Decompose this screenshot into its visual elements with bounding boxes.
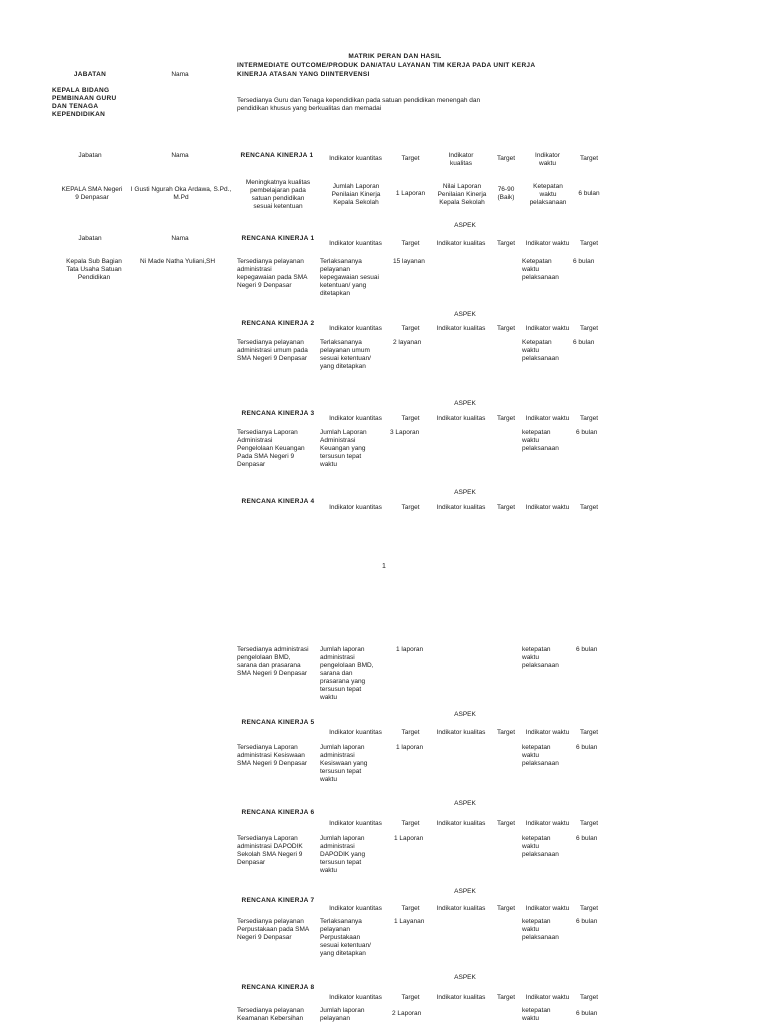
- rk6-ind: Jumlah laporan administrasi DAPODIK yang tersusun tepat waktu: [320, 835, 366, 874]
- rk5-ind-kuantitas-header: Indikator kuantitas: [329, 729, 382, 736]
- rk6-waktu: ketepatan waktu pelaksanaan: [522, 835, 559, 858]
- rk3-waktu: ketepatan waktu pelaksanaan: [522, 429, 559, 452]
- rk2-ind: Terlaksananya pelayanan umum sesuai ketentuan/ yang ditetapkan: [320, 339, 371, 370]
- rk1-target-header-2: Target: [496, 240, 516, 247]
- rk2-ind-kualitas-header: Indikator kualitas: [436, 325, 486, 332]
- kepsek-jabatan: KEPALA SMA Negeri 9 Denpasar: [61, 186, 123, 201]
- kepsek-target-header-3: Target: [579, 155, 599, 162]
- rk1-ind-kuantitas-header: Indikator kuantitas: [329, 240, 382, 247]
- staff-nama-header: Nama: [171, 235, 189, 242]
- staff-jabatan: Kepala Sub Bagian Tata Usaha Satuan Pendidikan: [66, 258, 122, 281]
- rk6-target: 1 Laporan: [394, 835, 424, 842]
- rk8-ind: Jumlah laporan pelayanan: [320, 1007, 365, 1022]
- rk3-target-header-3: Target: [579, 415, 599, 422]
- rk1-ind-waktu-header: Indikator waktu: [525, 240, 570, 247]
- rk6-label: RENCANA KINERJA 6: [241, 809, 315, 816]
- rk8-target-waktu: 6 bulan: [576, 1010, 598, 1017]
- aspek-label-8: ASPEK: [454, 974, 476, 981]
- rk2-ind-waktu-header: Indikator waktu: [525, 325, 570, 332]
- rk3-ind-waktu-header: Indikator waktu: [525, 415, 570, 422]
- rk3-ind: Jumlah Laporan Administrasi Keuangan yang tersusun tepat waktu: [320, 429, 367, 468]
- rk8-rencana: Tersedianya pelayanan Keamanan Kebersihan: [237, 1007, 304, 1022]
- document-subtitle: INTERMEDIATE OUTCOME/PRODUK DAN/ATAU LAYANAN TIM KERJA PADA UNIT KERJA: [237, 62, 536, 69]
- rk5-target-header-2: Target: [496, 729, 516, 736]
- rk1-rencana: Tersedianya pelayanan administrasi kepegawaian pada SMA Negeri 9 Denpasar: [237, 258, 308, 289]
- rk6-ind-waktu-header: Indikator waktu: [525, 820, 570, 827]
- rk8-target-header-3: Target: [579, 994, 599, 1001]
- rk8-target-header: Target: [401, 994, 420, 1001]
- rk4-label: RENCANA KINERJA 4: [241, 498, 315, 505]
- aspek-label-1: ASPEK: [454, 222, 476, 229]
- rk1-target-header-3: Target: [579, 240, 599, 247]
- rk4-target-header: Target: [401, 504, 420, 511]
- kepsek-target-header: Target: [401, 155, 420, 162]
- rk5-target-waktu: 6 bulan: [576, 744, 598, 751]
- rk5-rencana: Tersedianya Laporan administrasi Kesiswaan SMA Negeri 9 Denpasar: [237, 744, 308, 767]
- rk2-waktu: Ketepatan waktu pelaksanaan: [522, 339, 559, 362]
- rk4-target-header-3: Target: [579, 504, 599, 511]
- aspek-label-6: ASPEK: [454, 800, 476, 807]
- page-number: 1: [382, 563, 386, 570]
- kepsek-target-kuantitas: 1 Laporan: [395, 190, 426, 197]
- rk7-rencana: Tersedianya pelayanan Perpustakaan pada SMA Negeri 9 Denpasar: [237, 918, 310, 941]
- rk7-label: RENCANA KINERJA 7: [241, 897, 315, 904]
- document-subtitle-2: KINERJA ATASAN YANG DIINTERVENSI: [237, 71, 370, 78]
- rk4-rencana: Tersedianya administrasi pengelolaan BMD, sarana dan prasarana SMA Negeri 9 Denpasar: [237, 646, 309, 677]
- kepsek-rk-label: RENCANA KINERJA 1: [240, 152, 314, 159]
- staff-nama: Ni Made Natha Yuliani,SH: [140, 258, 216, 265]
- rk8-ind-kuantitas-header: Indikator kuantitas: [329, 994, 382, 1001]
- rk5-ind-kualitas-header: Indikator kualitas: [436, 729, 486, 736]
- staff-jabatan-header: Jabatan: [78, 235, 102, 242]
- rk7-target-header-2: Target: [496, 905, 516, 912]
- kepsek-rencana: Meningkatnya kualitas pembelajaran pada satuan pendidikan sesuai ketentuan: [245, 179, 311, 210]
- rk2-target-waktu: 6 bulan: [573, 339, 595, 346]
- rk4-target-header-2: Target: [496, 504, 516, 511]
- rk6-ind-kuantitas-header: Indikator kuantitas: [329, 820, 382, 827]
- rk7-ind-kualitas-header: Indikator kualitas: [436, 905, 486, 912]
- rk6-target-header-3: Target: [579, 820, 599, 827]
- rk7-ind-waktu-header: Indikator waktu: [525, 905, 570, 912]
- kepsek-target-header-2: Target: [496, 155, 516, 162]
- rk4-ind: Jumlah laporan administrasi pengelolaan BMD, sarana dan prasarana yang tersusun tepat waktu: [320, 646, 374, 701]
- rk3-target-waktu: 6 bulan: [576, 429, 598, 436]
- rk4-waktu: ketepatan waktu pelaksanaan: [522, 646, 559, 669]
- rk6-rencana: Tersedianya Laporan administrasi DAPODIK Sekolah SMA Negeri 9 Denpasar: [237, 835, 303, 866]
- rk2-target: 2 layanan: [393, 339, 422, 346]
- rk4-ind-waktu-header: Indikator waktu: [525, 504, 570, 511]
- rk2-label: RENCANA KINERJA 2: [241, 320, 315, 327]
- aspek-label-7: ASPEK: [454, 888, 476, 895]
- rk2-ind-kuantitas-header: Indikator kuantitas: [329, 325, 382, 332]
- rk2-target-header: Target: [401, 325, 420, 332]
- rk1-ind: Terlaksananya pelayanan kepegawaian sesuai ketentuan/ yang ditetapkan: [320, 258, 379, 297]
- rk1-ind-kualitas-header: Indikator kualitas: [436, 240, 486, 247]
- rk8-ind-kualitas-header: Indikator kualitas: [436, 994, 486, 1001]
- kepsek-nama: I Gusti Ngurah Oka Ardawa, S.Pd., M.Pd: [130, 186, 232, 201]
- document-title: MATRIK PERAN DAN HASIL: [348, 53, 442, 60]
- rk7-ind: Terlaksananya pelayanan Perpustakaan sesuai ketentuan/ yang ditetapkan: [320, 918, 371, 957]
- aspek-label-4: ASPEK: [454, 489, 476, 496]
- kepsek-ind-waktu: Ketepatan waktu pelaksanaan: [529, 183, 567, 206]
- kepsek-ind-kualitas: Nilai Laporan Penilaian Kinerja Kepala Sekolah: [437, 183, 487, 206]
- rk7-target-waktu: 6 bulan: [576, 918, 598, 925]
- rk1-label: RENCANA KINERJA 1: [241, 235, 315, 242]
- rk3-ind-kualitas-header: Indikator kualitas: [436, 415, 486, 422]
- rk2-target-header-3: Target: [579, 325, 599, 332]
- kepsek-ind-waktu-header: Indikator waktu: [535, 152, 560, 167]
- rk4-target-waktu: 6 bulan: [576, 646, 598, 653]
- rk1-waktu: Ketepatan waktu pelaksanaan: [522, 258, 559, 281]
- aspek-label-5: ASPEK: [454, 711, 476, 718]
- kepsek-ind-kuantitas: Jumlah Laporan Penilaian Kinerja Kepala Sekolah: [331, 183, 381, 206]
- rk6-target-header-2: Target: [496, 820, 516, 827]
- rk1-target-header: Target: [401, 240, 420, 247]
- kepsek-jabatan-header: Jabatan: [78, 152, 102, 159]
- rk7-target: 1 Layanan: [394, 918, 425, 925]
- rk5-target-header-3: Target: [579, 729, 599, 736]
- top-outcome: Tersedianya Guru dan Tenaga kependidikan pada satuan pendidikan menengah dan pendidikan khusus yang berkualitas dan memadai: [237, 97, 481, 112]
- rk6-target-header: Target: [401, 820, 420, 827]
- rk7-target-header: Target: [401, 905, 420, 912]
- kepsek-target-waktu: 6 bulan: [578, 190, 600, 197]
- rk3-label: RENCANA KINERJA 3: [241, 410, 315, 417]
- rk4-target: 1 laporan: [396, 646, 424, 653]
- rk8-ind-waktu-header: Indikator waktu: [525, 994, 570, 1001]
- rk8-target: 2 Laporan: [392, 1010, 422, 1017]
- rk8-target-header-2: Target: [496, 994, 516, 1001]
- rk5-label: RENCANA KINERJA 5: [241, 719, 315, 726]
- rk2-target-header-2: Target: [496, 325, 516, 332]
- rk4-ind-kuantitas-header: Indikator kuantitas: [329, 504, 382, 511]
- rk5-target-header: Target: [401, 729, 420, 736]
- rk7-target-header-3: Target: [579, 905, 599, 912]
- rk3-target: 3 Laporan: [390, 429, 420, 436]
- rk5-ind: Jumlah laporan administrasi Kesiswaan yang tersusun tepat waktu: [320, 744, 368, 783]
- rk3-target-header: Target: [401, 415, 420, 422]
- aspek-label-2: ASPEK: [454, 311, 476, 318]
- rk6-target-waktu: 6 bulan: [576, 835, 598, 842]
- rk3-rencana: Tersedianya Laporan Administrasi Pengelolaan Keuangan Pada SMA Negeri 9 Denpasar: [237, 429, 305, 468]
- rk5-waktu: ketepatan waktu pelaksanaan: [522, 744, 559, 767]
- rk1-target-waktu: 6 bulan: [573, 258, 595, 265]
- kepsek-nama-header: Nama: [171, 152, 189, 159]
- col-nama-header: Nama: [171, 71, 189, 78]
- rk4-ind-kualitas-header: Indikator kualitas: [436, 504, 486, 511]
- kepsek-ind-kualitas-header: Indikator kualitas: [448, 152, 474, 167]
- rk7-ind-kuantitas-header: Indikator kuantitas: [329, 905, 382, 912]
- rk2-rencana: Tersedianya pelayanan administrasi umum pada SMA Negeri 9 Denpasar: [237, 339, 308, 362]
- aspek-label-3: ASPEK: [454, 400, 476, 407]
- rk8-label: RENCANA KINERJA 8: [241, 984, 315, 991]
- kepsek-ind-kuantitas-header: Indikator kuantitas: [329, 155, 382, 162]
- col-jabatan-header: JABATAN: [73, 71, 107, 78]
- rk1-target: 15 layanan: [393, 258, 425, 265]
- rk5-target: 1 laporan: [396, 744, 424, 751]
- rk8-waktu: ketepatan waktu: [522, 1007, 551, 1022]
- rk6-ind-kualitas-header: Indikator kualitas: [436, 820, 486, 827]
- rk7-waktu: ketepatan waktu pelaksanaan: [522, 918, 559, 941]
- rk5-ind-waktu-header: Indikator waktu: [525, 729, 570, 736]
- rk3-ind-kuantitas-header: Indikator kuantitas: [329, 415, 382, 422]
- kepsek-target-kualitas: 76-90 (Baik): [497, 186, 515, 201]
- rk3-target-header-2: Target: [496, 415, 516, 422]
- top-position: KEPALA BIDANG PEMBINAAN GURU DAN TENAGA KEPENDIDIKAN: [52, 87, 117, 118]
